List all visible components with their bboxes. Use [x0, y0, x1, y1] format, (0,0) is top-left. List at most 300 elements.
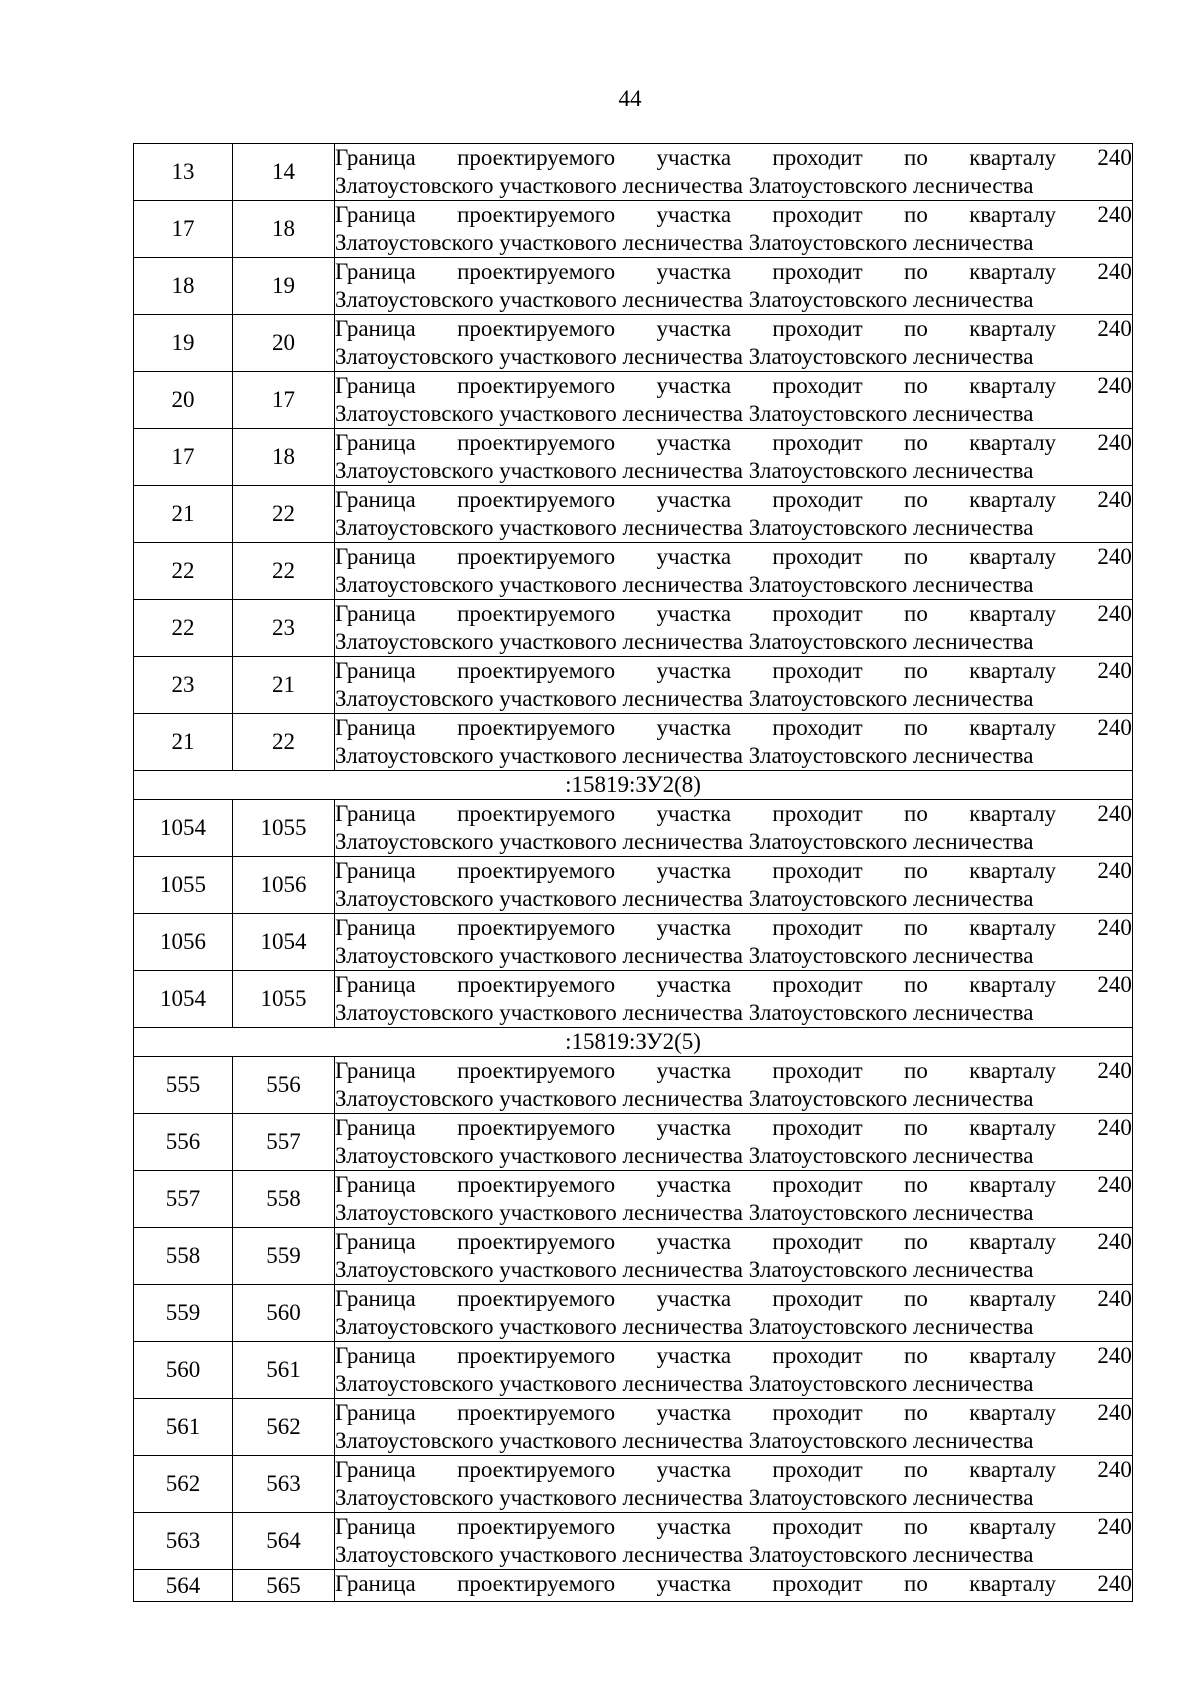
point-from: 1054	[134, 800, 233, 857]
description-word: 240	[1097, 487, 1132, 512]
description-word: участка	[656, 202, 732, 227]
point-from: 23	[134, 657, 233, 714]
description-word: Граница	[335, 544, 416, 569]
table-row	[134, 1456, 1133, 1513]
description-line-1	[335, 1114, 1132, 1142]
point-to: 559	[233, 1228, 335, 1285]
point-from: 13	[134, 144, 233, 201]
description-word: участка	[656, 1172, 732, 1197]
description-line-1	[335, 714, 1132, 742]
boundary-description	[335, 1114, 1133, 1171]
description-word: по	[904, 1115, 928, 1140]
description-line-2: Златоустовского участкового лесничества Златоустовского лесничества	[335, 1085, 1034, 1111]
description-word: 240	[1097, 1229, 1132, 1254]
description-line-2: Златоустовского участкового лесничества Златоустовского лесничества	[335, 742, 1034, 768]
point-from: 19	[134, 315, 233, 372]
description-line-1	[335, 800, 1132, 828]
description-word: проектируемого	[457, 1400, 616, 1425]
boundary-table	[133, 143, 1133, 1602]
point-to: 22	[233, 543, 335, 600]
description-word: проходит	[772, 202, 863, 227]
description-word: проектируемого	[457, 601, 616, 626]
description-word: по	[904, 1058, 928, 1083]
description-line-2: Златоустовского участкового лесничества Златоустовского лесничества	[335, 457, 1034, 483]
table-row	[134, 1570, 1133, 1602]
description-word: по	[904, 915, 928, 940]
description-word: 240	[1097, 801, 1132, 826]
description-line-1	[335, 315, 1132, 343]
description-word: проходит	[772, 1058, 863, 1083]
table-row	[134, 714, 1133, 771]
boundary-description	[335, 600, 1133, 657]
description-line-2: Златоустовского участкового лесничества Златоустовского лесничества	[335, 942, 1034, 968]
description-word: кварталу	[969, 1457, 1057, 1482]
table-row	[134, 800, 1133, 857]
table-row	[134, 1399, 1133, 1456]
description-word: проходит	[772, 1343, 863, 1368]
description-word: участка	[656, 715, 732, 740]
description-word: кварталу	[969, 915, 1057, 940]
description-word: проходит	[772, 972, 863, 997]
description-line-1	[335, 971, 1132, 999]
description-line-1	[335, 1456, 1132, 1484]
point-to: 19	[233, 258, 335, 315]
description-word: 240	[1097, 1058, 1132, 1083]
description-word: Граница	[335, 430, 416, 455]
description-word: Граница	[335, 601, 416, 626]
description-word: 240	[1097, 1400, 1132, 1425]
description-word: Граница	[335, 801, 416, 826]
boundary-description	[335, 429, 1133, 486]
description-word: по	[904, 145, 928, 170]
description-word: Граница	[335, 858, 416, 883]
point-to: 561	[233, 1342, 335, 1399]
description-line-2: Златоустовского участкового лесничества Златоустовского лесничества	[335, 229, 1034, 255]
description-word: проектируемого	[457, 430, 616, 455]
description-line-2: Златоустовского участкового лесничества Златоустовского лесничества	[335, 1313, 1034, 1339]
description-word: Граница	[335, 259, 416, 284]
description-word: 240	[1097, 202, 1132, 227]
description-word: кварталу	[969, 1571, 1057, 1596]
boundary-description	[335, 201, 1133, 258]
description-word: Граница	[335, 373, 416, 398]
description-word: кварталу	[969, 259, 1057, 284]
description-line-1	[335, 1399, 1132, 1427]
description-word: 240	[1097, 316, 1132, 341]
table-row	[134, 1057, 1133, 1114]
description-word: по	[904, 1229, 928, 1254]
point-to: 18	[233, 201, 335, 258]
description-word: по	[904, 487, 928, 512]
description-word: участка	[656, 801, 732, 826]
point-from: 557	[134, 1171, 233, 1228]
description-word: Граница	[335, 1400, 416, 1425]
description-word: по	[904, 1343, 928, 1368]
description-word: кварталу	[969, 1058, 1057, 1083]
description-word: по	[904, 658, 928, 683]
description-line-1	[335, 1171, 1132, 1199]
table-row	[134, 315, 1133, 372]
point-to: 556	[233, 1057, 335, 1114]
description-word: 240	[1097, 715, 1132, 740]
point-from: 560	[134, 1342, 233, 1399]
table-row	[134, 258, 1133, 315]
description-word: участка	[656, 1400, 732, 1425]
point-to: 21	[233, 657, 335, 714]
section-label: :15819:ЗУ2(5)	[134, 1028, 1133, 1057]
description-word: проходит	[772, 1400, 863, 1425]
point-from: 562	[134, 1456, 233, 1513]
description-word: проектируемого	[457, 972, 616, 997]
description-line-2: Златоустовского участкового лесничества Златоустовского лесничества	[335, 571, 1034, 597]
point-to: 22	[233, 486, 335, 543]
boundary-description	[335, 1228, 1133, 1285]
description-line-2: Златоустовского участкового лесничества Златоустовского лесничества	[335, 1370, 1034, 1396]
description-word: проектируемого	[457, 1115, 616, 1140]
description-word: Граница	[335, 202, 416, 227]
point-from: 555	[134, 1057, 233, 1114]
description-word: проектируемого	[457, 801, 616, 826]
description-word: проектируемого	[457, 715, 616, 740]
description-word: проектируемого	[457, 373, 616, 398]
description-word: кварталу	[969, 430, 1057, 455]
description-word: кварталу	[969, 1343, 1057, 1368]
boundary-description	[335, 543, 1133, 600]
description-word: 240	[1097, 145, 1132, 170]
description-line-2: Златоустовского участкового лесничества Златоустовского лесничества	[335, 685, 1034, 711]
description-word: проходит	[772, 373, 863, 398]
description-line-2: Златоустовского участкового лесничества Златоустовского лесничества	[335, 172, 1034, 198]
description-word: проходит	[772, 601, 863, 626]
description-word: проектируемого	[457, 259, 616, 284]
point-to: 563	[233, 1456, 335, 1513]
description-word: участка	[656, 1514, 732, 1539]
description-word: по	[904, 1286, 928, 1311]
description-word: 240	[1097, 1343, 1132, 1368]
description-word: участка	[656, 1286, 732, 1311]
description-word: 240	[1097, 430, 1132, 455]
point-from: 564	[134, 1570, 233, 1602]
description-word: участка	[656, 259, 732, 284]
description-word: 240	[1097, 259, 1132, 284]
table-row	[134, 1342, 1133, 1399]
description-word: проходит	[772, 915, 863, 940]
description-word: проходит	[772, 801, 863, 826]
description-word: участка	[656, 658, 732, 683]
point-from: 17	[134, 429, 233, 486]
description-word: кварталу	[969, 487, 1057, 512]
description-word: проектируемого	[457, 145, 616, 170]
description-word: участка	[656, 430, 732, 455]
point-from: 17	[134, 201, 233, 258]
description-word: проходит	[772, 658, 863, 683]
description-word: по	[904, 1457, 928, 1482]
table-row	[134, 543, 1133, 600]
description-word: проектируемого	[457, 202, 616, 227]
point-to: 18	[233, 429, 335, 486]
description-word: кварталу	[969, 316, 1057, 341]
description-word: кварталу	[969, 972, 1057, 997]
description-line-2: Златоустовского участкового лесничества Златоустовского лесничества	[335, 514, 1034, 540]
description-line-2: Златоустовского участкового лесничества Златоустовского лесничества	[335, 343, 1034, 369]
description-word: по	[904, 1514, 928, 1539]
description-line-2: Златоустовского участкового лесничества Златоустовского лесничества	[335, 1541, 1034, 1567]
description-word: проектируемого	[457, 1229, 616, 1254]
table-row	[134, 144, 1133, 201]
description-word: по	[904, 801, 928, 826]
description-word: кварталу	[969, 715, 1057, 740]
description-word: кварталу	[969, 1115, 1057, 1140]
description-word: 240	[1097, 1571, 1132, 1596]
description-word: проектируемого	[457, 858, 616, 883]
description-line-2: Златоустовского участкового лесничества Златоустовского лесничества	[335, 1256, 1034, 1282]
description-line-1	[335, 372, 1132, 400]
table-row	[134, 971, 1133, 1028]
description-word: Граница	[335, 1286, 416, 1311]
point-from: 559	[134, 1285, 233, 1342]
description-line-1	[335, 1342, 1132, 1370]
point-to: 1055	[233, 971, 335, 1028]
description-word: проектируемого	[457, 658, 616, 683]
description-word: кварталу	[969, 1400, 1057, 1425]
description-word: участка	[656, 373, 732, 398]
description-word: Граница	[335, 715, 416, 740]
description-word: проектируемого	[457, 487, 616, 512]
description-word: по	[904, 373, 928, 398]
table-row	[134, 1114, 1133, 1171]
description-word: по	[904, 202, 928, 227]
description-word: по	[904, 858, 928, 883]
description-word: проектируемого	[457, 915, 616, 940]
point-to: 562	[233, 1399, 335, 1456]
description-word: проходит	[772, 1229, 863, 1254]
description-line-1	[335, 258, 1132, 286]
description-line-1	[335, 1285, 1132, 1313]
description-line-2: Златоустовского участкового лесничества Златоустовского лесничества	[335, 1199, 1034, 1225]
description-word: проходит	[772, 430, 863, 455]
description-word: по	[904, 715, 928, 740]
description-word: по	[904, 972, 928, 997]
description-word: кварталу	[969, 1286, 1057, 1311]
description-word: Граница	[335, 316, 416, 341]
boundary-description	[335, 1342, 1133, 1399]
point-to: 560	[233, 1285, 335, 1342]
table-row	[134, 1171, 1133, 1228]
description-word: кварталу	[969, 858, 1057, 883]
point-to: 1055	[233, 800, 335, 857]
boundary-description	[335, 144, 1133, 201]
description-line-1	[335, 543, 1132, 571]
description-word: проходит	[772, 1514, 863, 1539]
description-word: Граница	[335, 915, 416, 940]
description-line-1	[335, 1057, 1132, 1085]
boundary-description	[335, 372, 1133, 429]
description-word: 240	[1097, 1115, 1132, 1140]
description-line-2: Златоустовского участкового лесничества Златоустовского лесничества	[335, 1427, 1034, 1453]
description-line-1	[335, 600, 1132, 628]
boundary-description	[335, 857, 1133, 914]
description-word: проходит	[772, 858, 863, 883]
description-word: участка	[656, 972, 732, 997]
description-line-2: Златоустовского участкового лесничества Златоустовского лесничества	[335, 628, 1034, 654]
point-from: 21	[134, 714, 233, 771]
description-word: проектируемого	[457, 1172, 616, 1197]
description-word: кварталу	[969, 1514, 1057, 1539]
description-line-1	[335, 1513, 1132, 1541]
description-line-1	[335, 1228, 1132, 1256]
point-from: 20	[134, 372, 233, 429]
description-word: 240	[1097, 658, 1132, 683]
description-word: кварталу	[969, 202, 1057, 227]
description-word: проектируемого	[457, 1514, 616, 1539]
boundary-description	[335, 1513, 1133, 1570]
table-row	[134, 1285, 1133, 1342]
description-word: 240	[1097, 373, 1132, 398]
description-word: 240	[1097, 1172, 1132, 1197]
description-word: участка	[656, 1457, 732, 1482]
point-to: 1056	[233, 857, 335, 914]
description-word: проектируемого	[457, 316, 616, 341]
boundary-description	[335, 1171, 1133, 1228]
point-from: 558	[134, 1228, 233, 1285]
table-body	[134, 144, 1133, 1602]
table-row	[134, 857, 1133, 914]
boundary-description	[335, 714, 1133, 771]
boundary-description	[335, 914, 1133, 971]
description-word: 240	[1097, 915, 1132, 940]
description-word: проходит	[772, 1115, 863, 1140]
description-word: по	[904, 544, 928, 569]
table-row	[134, 600, 1133, 657]
boundary-description	[335, 657, 1133, 714]
description-word: по	[904, 259, 928, 284]
description-word: кварталу	[969, 1172, 1057, 1197]
page-number: 44	[618, 86, 642, 111]
description-word: участка	[656, 1058, 732, 1083]
point-to: 23	[233, 600, 335, 657]
point-to: 14	[233, 144, 335, 201]
description-word: Граница	[335, 1457, 416, 1482]
description-line-1	[335, 486, 1132, 514]
description-word: проходит	[772, 259, 863, 284]
description-word: участка	[656, 858, 732, 883]
description-word: Граница	[335, 1172, 416, 1197]
description-word: проектируемого	[457, 544, 616, 569]
description-word: 240	[1097, 544, 1132, 569]
point-to: 20	[233, 315, 335, 372]
point-from: 1055	[134, 857, 233, 914]
table-row	[134, 201, 1133, 258]
description-word: участка	[656, 601, 732, 626]
point-to: 1054	[233, 914, 335, 971]
description-line-1	[335, 857, 1132, 885]
description-word: участка	[656, 316, 732, 341]
description-word: участка	[656, 145, 732, 170]
point-from: 1056	[134, 914, 233, 971]
description-word: Граница	[335, 658, 416, 683]
point-from: 1054	[134, 971, 233, 1028]
description-word: проходит	[772, 1571, 863, 1596]
point-from: 21	[134, 486, 233, 543]
boundary-description	[335, 1399, 1133, 1456]
point-from: 561	[134, 1399, 233, 1456]
description-word: 240	[1097, 601, 1132, 626]
description-word: кварталу	[969, 373, 1057, 398]
description-word: Граница	[335, 1514, 416, 1539]
description-word: Граница	[335, 145, 416, 170]
description-word: по	[904, 316, 928, 341]
point-from: 563	[134, 1513, 233, 1570]
description-word: кварталу	[969, 801, 1057, 826]
boundary-description	[335, 1456, 1133, 1513]
description-word: по	[904, 1172, 928, 1197]
point-to: 564	[233, 1513, 335, 1570]
table-row	[134, 1513, 1133, 1570]
description-word: Граница	[335, 1571, 416, 1596]
boundary-description	[335, 486, 1133, 543]
point-to: 565	[233, 1570, 335, 1602]
description-line-2: Златоустовского участкового лесничества Златоустовского лесничества	[335, 828, 1034, 854]
point-from: 556	[134, 1114, 233, 1171]
table-row	[134, 1228, 1133, 1285]
boundary-description	[335, 258, 1133, 315]
section-label: :15819:ЗУ2(8)	[134, 771, 1133, 800]
point-from: 22	[134, 543, 233, 600]
description-word: участка	[656, 487, 732, 512]
description-line-2: Златоустовского участкового лесничества Златоустовского лесничества	[335, 885, 1034, 911]
description-word: участка	[656, 1115, 732, 1140]
description-word: участка	[656, 1343, 732, 1368]
boundary-description	[335, 1285, 1133, 1342]
table-row	[134, 657, 1133, 714]
description-line-1	[335, 657, 1132, 685]
description-word: Граница	[335, 1115, 416, 1140]
table-row	[134, 486, 1133, 543]
description-word: проходит	[772, 1172, 863, 1197]
boundary-description	[335, 971, 1133, 1028]
description-word: Граница	[335, 1058, 416, 1083]
point-from: 18	[134, 258, 233, 315]
description-word: проектируемого	[457, 1058, 616, 1083]
description-word: проектируемого	[457, 1571, 616, 1596]
description-word: по	[904, 430, 928, 455]
description-word: кварталу	[969, 1229, 1057, 1254]
table-row	[134, 914, 1133, 971]
point-to: 557	[233, 1114, 335, 1171]
boundary-description	[335, 315, 1133, 372]
description-word: проходит	[772, 1457, 863, 1482]
description-word: Граница	[335, 1343, 416, 1368]
description-line-2: Златоустовского участкового лесничества Златоустовского лесничества	[335, 999, 1034, 1025]
description-line-1	[335, 144, 1132, 172]
description-word: кварталу	[969, 601, 1057, 626]
description-line-1	[335, 914, 1132, 942]
description-word: участка	[656, 544, 732, 569]
description-word: по	[904, 601, 928, 626]
point-to: 558	[233, 1171, 335, 1228]
description-line-1	[335, 1570, 1132, 1598]
point-to: 17	[233, 372, 335, 429]
table-row	[134, 429, 1133, 486]
description-word: проходит	[772, 145, 863, 170]
description-word: кварталу	[969, 658, 1057, 683]
description-word: 240	[1097, 1457, 1132, 1482]
table-row	[134, 372, 1133, 429]
description-line-2: Златоустовского участкового лесничества Златоустовского лесничества	[335, 400, 1034, 426]
description-word: Граница	[335, 1229, 416, 1254]
description-word: участка	[656, 915, 732, 940]
description-word: участка	[656, 1229, 732, 1254]
